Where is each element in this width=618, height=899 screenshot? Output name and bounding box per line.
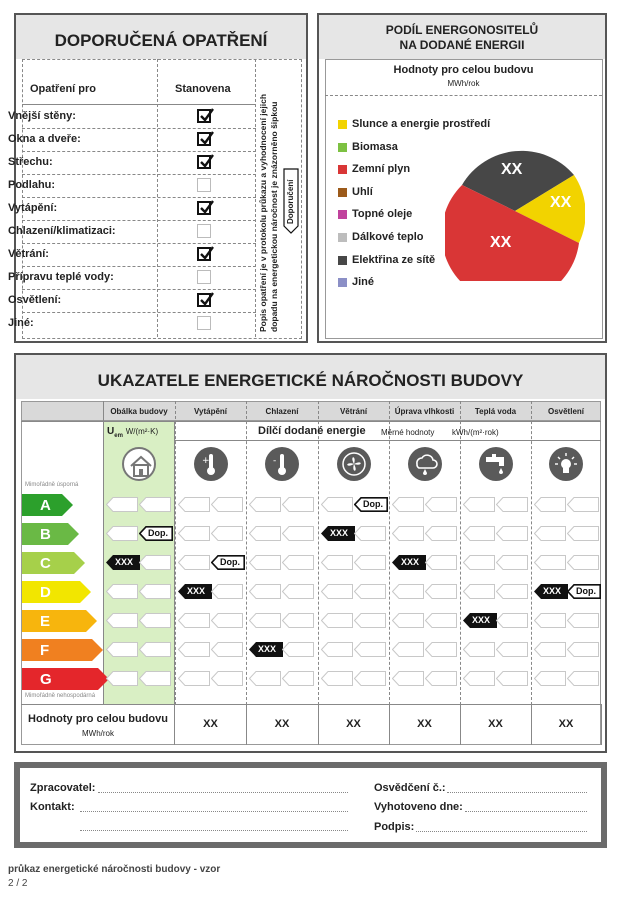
- empty-marker: [534, 642, 566, 657]
- empty-marker: [534, 555, 566, 570]
- empty-marker: [106, 584, 138, 599]
- empty-marker: [178, 642, 210, 657]
- measure-label: Osvětlení:: [8, 294, 62, 306]
- xxx-text: XXX: [543, 586, 562, 596]
- empty-marker: [496, 584, 528, 599]
- contact-field[interactable]: [80, 811, 348, 812]
- empty-marker: [425, 584, 457, 599]
- legend-label: Biomasa: [352, 140, 398, 153]
- processor-field[interactable]: [98, 792, 348, 793]
- xxx-marker: [178, 584, 212, 599]
- empty-marker: [392, 584, 424, 599]
- partial-energy-label: Dílčí dodané energie: [258, 425, 366, 437]
- pie-label-electricity: XX: [501, 161, 523, 178]
- measure-label: Okna a dveře:: [8, 133, 81, 145]
- energy-share-subtitle: Hodnoty pro celou budovu: [393, 64, 534, 76]
- grade-letter: D: [40, 584, 51, 601]
- certificate-label: Osvědčení č.:: [374, 782, 446, 794]
- xxx-text: XXX: [115, 557, 134, 567]
- energy-share-title-line2: NA DODANÉ ENERGII: [399, 38, 525, 52]
- empty-marker: [178, 671, 210, 686]
- empty-marker: [321, 671, 353, 686]
- empty-marker: [496, 613, 528, 628]
- checkbox-empty[interactable]: [197, 224, 211, 238]
- row-divider: [22, 128, 256, 129]
- empty-marker: [282, 584, 314, 599]
- water-tap-icon: [479, 447, 513, 481]
- empty-marker: [534, 497, 566, 512]
- empty-marker: [567, 613, 599, 628]
- measures-side-note: Popis opatření je v protokolu průkazu a vyhodnocení jejich dopadu na energetickou náročnost je znázorněno šipkou: [258, 93, 279, 332]
- checkbox-checked[interactable]: [197, 155, 211, 169]
- legend-label: Dálkové teplo: [352, 231, 424, 243]
- grade-letter: F: [40, 642, 50, 659]
- empty-marker: [139, 671, 171, 686]
- col-divider: [389, 401, 390, 705]
- legend-swatch: [338, 233, 347, 242]
- empty-marker: [463, 555, 495, 570]
- empty-marker: [282, 642, 314, 657]
- total-value: XX: [417, 718, 432, 730]
- energy-share-title: [319, 15, 605, 59]
- legend-label: Topné oleje: [352, 208, 413, 221]
- measure-label: Vytápění:: [8, 202, 58, 214]
- empty-marker: [178, 497, 210, 512]
- top-note: Mimořádně úsporná: [25, 482, 79, 488]
- signature-label: Podpis:: [374, 821, 415, 833]
- check-icon: [199, 246, 215, 262]
- empty-marker: [496, 555, 528, 570]
- specific-values-unit: kWh/(m²·rok): [452, 428, 499, 437]
- row-divider: [22, 151, 256, 152]
- empty-marker: [211, 613, 243, 628]
- light-bulb-icon: [549, 447, 583, 481]
- row-divider: [22, 220, 256, 221]
- row-divider: [22, 312, 256, 313]
- grade-letter: C: [40, 555, 51, 572]
- specific-values-label: Měrné hodnoty: [381, 428, 435, 437]
- checkbox-empty[interactable]: [197, 178, 211, 192]
- empty-marker: [321, 584, 353, 599]
- empty-marker: [282, 497, 314, 512]
- check-icon: [199, 154, 215, 170]
- page-caption: průkaz energetické náročnosti budovy - vzor: [8, 864, 221, 875]
- checkbox-checked[interactable]: [197, 293, 211, 307]
- empty-marker: [282, 555, 314, 570]
- empty-marker: [392, 671, 424, 686]
- empty-marker: [139, 613, 171, 628]
- legend-label: Uhlí: [352, 185, 373, 198]
- check-icon: [199, 108, 215, 124]
- dop-text: Dop.: [363, 499, 383, 509]
- empty-marker: [354, 555, 386, 570]
- xxx-marker: [321, 526, 355, 541]
- empty-marker: [249, 526, 281, 541]
- empty-marker: [354, 584, 386, 599]
- total-value: XX: [346, 718, 361, 730]
- xxx-marker: [392, 555, 426, 570]
- legend-label: Slunce a energie prostředí: [352, 118, 491, 130]
- empty-marker: [496, 497, 528, 512]
- measure-label: Větrání:: [8, 248, 49, 260]
- empty-marker: [392, 642, 424, 657]
- empty-marker: [425, 642, 457, 657]
- empty-marker: [425, 497, 457, 512]
- empty-marker: [354, 526, 386, 541]
- row-divider: [21, 421, 601, 422]
- cooling-thermometer-icon: [265, 447, 299, 481]
- measure-label: Jiné:: [8, 317, 34, 329]
- row-divider: [22, 243, 256, 244]
- empty-marker: [321, 497, 353, 512]
- checkbox-checked[interactable]: [197, 201, 211, 215]
- xxx-text: XXX: [330, 528, 349, 538]
- grade-letter: E: [40, 613, 51, 630]
- empty-marker: [249, 613, 281, 628]
- empty-marker: [321, 555, 353, 570]
- empty-marker: [392, 526, 424, 541]
- column-header: Větrání: [339, 407, 368, 416]
- empty-marker: [567, 526, 599, 541]
- indicators-title: UKAZATELE ENERGETICKÉ NÁROČNOSTI BUDOVY: [16, 355, 605, 399]
- house-icon: [122, 447, 156, 481]
- empty-marker: [139, 497, 171, 512]
- empty-marker: [425, 555, 457, 570]
- check-icon: [199, 131, 215, 147]
- xxx-text: XXX: [258, 644, 277, 654]
- svg-text:-: -: [273, 456, 277, 466]
- total-value: XX: [203, 718, 218, 730]
- empty-marker: [463, 584, 495, 599]
- processor-label: Zpracovatel:: [30, 782, 96, 794]
- xxx-marker: [463, 613, 497, 628]
- column-header: Osvětlení: [547, 407, 584, 416]
- empty-marker: [463, 526, 495, 541]
- page-number: 2 / 2: [8, 878, 28, 889]
- check-icon: [199, 292, 215, 308]
- col-divider: [175, 401, 176, 705]
- grade-letter: A: [40, 497, 51, 514]
- xxx-text: XXX: [401, 557, 420, 567]
- uem-label: $U_{em}$ W/(m²·K): [107, 426, 159, 439]
- issued-label: Vyhotoveno dne:: [374, 801, 463, 813]
- col-divider: [460, 401, 461, 705]
- legend-swatch: [338, 120, 347, 129]
- empty-marker: [139, 555, 171, 570]
- dop-text: Dop.: [148, 528, 168, 538]
- legend-label: Jiné: [352, 276, 375, 289]
- legend-label: Elektřina ze sítě: [352, 253, 436, 266]
- energy-share-unit: MWh/rok: [447, 79, 480, 88]
- legend-swatch: [338, 143, 347, 152]
- empty-marker: [354, 642, 386, 657]
- grade-e: [22, 610, 98, 632]
- legend-swatch: [338, 188, 347, 197]
- empty-marker: [178, 526, 210, 541]
- bottom-note: Mimořádně nehospodárná: [25, 693, 96, 699]
- empty-marker: [567, 671, 599, 686]
- heating-thermometer-icon: [194, 447, 228, 481]
- empty-marker: [178, 555, 210, 570]
- total-value: XX: [488, 718, 503, 730]
- empty-marker: [567, 555, 599, 570]
- empty-marker: [463, 671, 495, 686]
- empty-marker: [534, 613, 566, 628]
- empty-marker: [321, 642, 353, 657]
- empty-marker: [392, 613, 424, 628]
- row-divider: [22, 197, 256, 198]
- checkbox-checked[interactable]: [197, 109, 211, 123]
- measure-label: Chlazení/klimatizaci:: [8, 225, 116, 237]
- empty-marker: [425, 526, 457, 541]
- grade-a: [22, 494, 74, 516]
- measures-title: DOPORUČENÁ OPATŘENÍ: [16, 15, 306, 59]
- pie-label-gas: XX: [490, 234, 512, 251]
- signature-form: [14, 762, 607, 848]
- xxx-text: XXX: [472, 615, 491, 625]
- empty-marker: [249, 555, 281, 570]
- col-divider: [531, 401, 532, 705]
- empty-marker: [178, 613, 210, 628]
- dop-marker: [211, 555, 245, 570]
- total-value: XX: [274, 718, 290, 730]
- row-divider: [22, 174, 256, 175]
- legend-swatch: [338, 278, 347, 287]
- empty-marker: [211, 497, 243, 512]
- xxx-marker: [249, 642, 283, 657]
- empty-marker: [282, 671, 314, 686]
- checkbox-empty[interactable]: [197, 270, 211, 284]
- col-divider: [246, 401, 247, 705]
- empty-marker: [425, 671, 457, 686]
- checkbox-checked[interactable]: [197, 247, 211, 261]
- legend-label: Zemní plyn: [352, 163, 411, 176]
- empty-marker: [534, 671, 566, 686]
- empty-marker: [463, 642, 495, 657]
- empty-marker: [106, 526, 138, 541]
- empty-marker: [211, 671, 243, 686]
- dop-marker: [354, 497, 388, 512]
- grade-letter: B: [40, 526, 51, 543]
- total-label: Hodnoty pro celou budovu: [28, 713, 168, 725]
- certificate-field[interactable]: [447, 792, 587, 793]
- empty-marker: [249, 671, 281, 686]
- measure-label: Vnější stěny:: [8, 110, 76, 122]
- measure-label: Podlahu:: [8, 179, 56, 191]
- row-divider: [175, 440, 601, 441]
- col-measure-header: Opatření pro: [30, 83, 97, 95]
- empty-marker: [211, 642, 243, 657]
- grade-c: [22, 552, 86, 574]
- empty-marker: [211, 584, 243, 599]
- xxx-marker: [106, 555, 140, 570]
- empty-marker: [106, 613, 138, 628]
- fan-icon: [337, 447, 371, 481]
- recommendation-arrow: [283, 168, 299, 234]
- grade-f: [22, 639, 104, 661]
- empty-marker: [425, 613, 457, 628]
- row-divider: [22, 266, 256, 267]
- empty-marker: [496, 526, 528, 541]
- empty-marker: [496, 642, 528, 657]
- legend-item: [338, 118, 491, 132]
- row-divider: [21, 704, 601, 705]
- empty-marker: [139, 584, 171, 599]
- grade-g: [22, 668, 110, 690]
- dop-text: Dop.: [220, 557, 240, 567]
- empty-marker: [496, 671, 528, 686]
- dop-marker: [139, 526, 173, 541]
- grade-d: [22, 581, 92, 603]
- empty-marker: [249, 497, 281, 512]
- empty-marker: [321, 613, 353, 628]
- measure-label: Přípravu teplé vody:: [8, 271, 114, 283]
- empty-marker: [282, 526, 314, 541]
- empty-marker: [249, 584, 281, 599]
- energy-pie: [445, 141, 585, 281]
- col-divider: [318, 401, 319, 705]
- empty-marker: [463, 497, 495, 512]
- empty-marker: [354, 671, 386, 686]
- contact-field-2[interactable]: [80, 830, 348, 831]
- empty-marker: [106, 671, 138, 686]
- dop-text: Dop.: [576, 586, 596, 596]
- recommendation-tag: Doporučení: [286, 179, 295, 224]
- energy-share-title-line1: PODÍL ENERGONOSITELŮ: [385, 23, 539, 37]
- legend-swatch: [338, 210, 347, 219]
- checkbox-checked[interactable]: [197, 132, 211, 146]
- empty-marker: [567, 497, 599, 512]
- col-divider: [174, 421, 175, 745]
- grade-b: [22, 523, 80, 545]
- empty-marker: [282, 613, 314, 628]
- legend-swatch: [338, 256, 347, 265]
- column-header: Úprava vlhkosti: [394, 407, 455, 416]
- check-icon: [199, 200, 215, 216]
- signature-field[interactable]: [416, 831, 587, 832]
- empty-marker: [354, 613, 386, 628]
- humidity-icon: [408, 447, 442, 481]
- empty-marker: [534, 526, 566, 541]
- svg-text:+: +: [201, 456, 210, 466]
- grade-letter: G: [40, 671, 52, 688]
- total-unit: MWh/rok: [82, 729, 114, 738]
- column-header: Vytápění: [193, 407, 228, 416]
- total-value: XX: [558, 718, 574, 730]
- dop-marker: [567, 584, 601, 599]
- col-set-header: Stanovena: [175, 83, 231, 95]
- empty-marker: [139, 642, 171, 657]
- row-divider: [22, 289, 256, 290]
- measure-label: Střechu:: [8, 156, 53, 168]
- contact-label: Kontakt:: [30, 801, 75, 813]
- checkbox-empty[interactable]: [197, 316, 211, 330]
- empty-marker: [567, 642, 599, 657]
- xxx-text: XXX: [187, 586, 206, 596]
- column-header: Obálka budovy: [110, 407, 168, 416]
- legend-swatch: [338, 165, 347, 174]
- pie-label-solar: XX: [550, 194, 572, 211]
- empty-marker: [106, 497, 138, 512]
- column-header: Teplá voda: [474, 407, 517, 416]
- total-divider: [601, 704, 602, 745]
- empty-marker: [392, 497, 424, 512]
- issued-field[interactable]: [465, 811, 587, 812]
- column-header: Chlazení: [265, 407, 299, 416]
- xxx-marker: [534, 584, 568, 599]
- empty-marker: [211, 526, 243, 541]
- empty-marker: [106, 642, 138, 657]
